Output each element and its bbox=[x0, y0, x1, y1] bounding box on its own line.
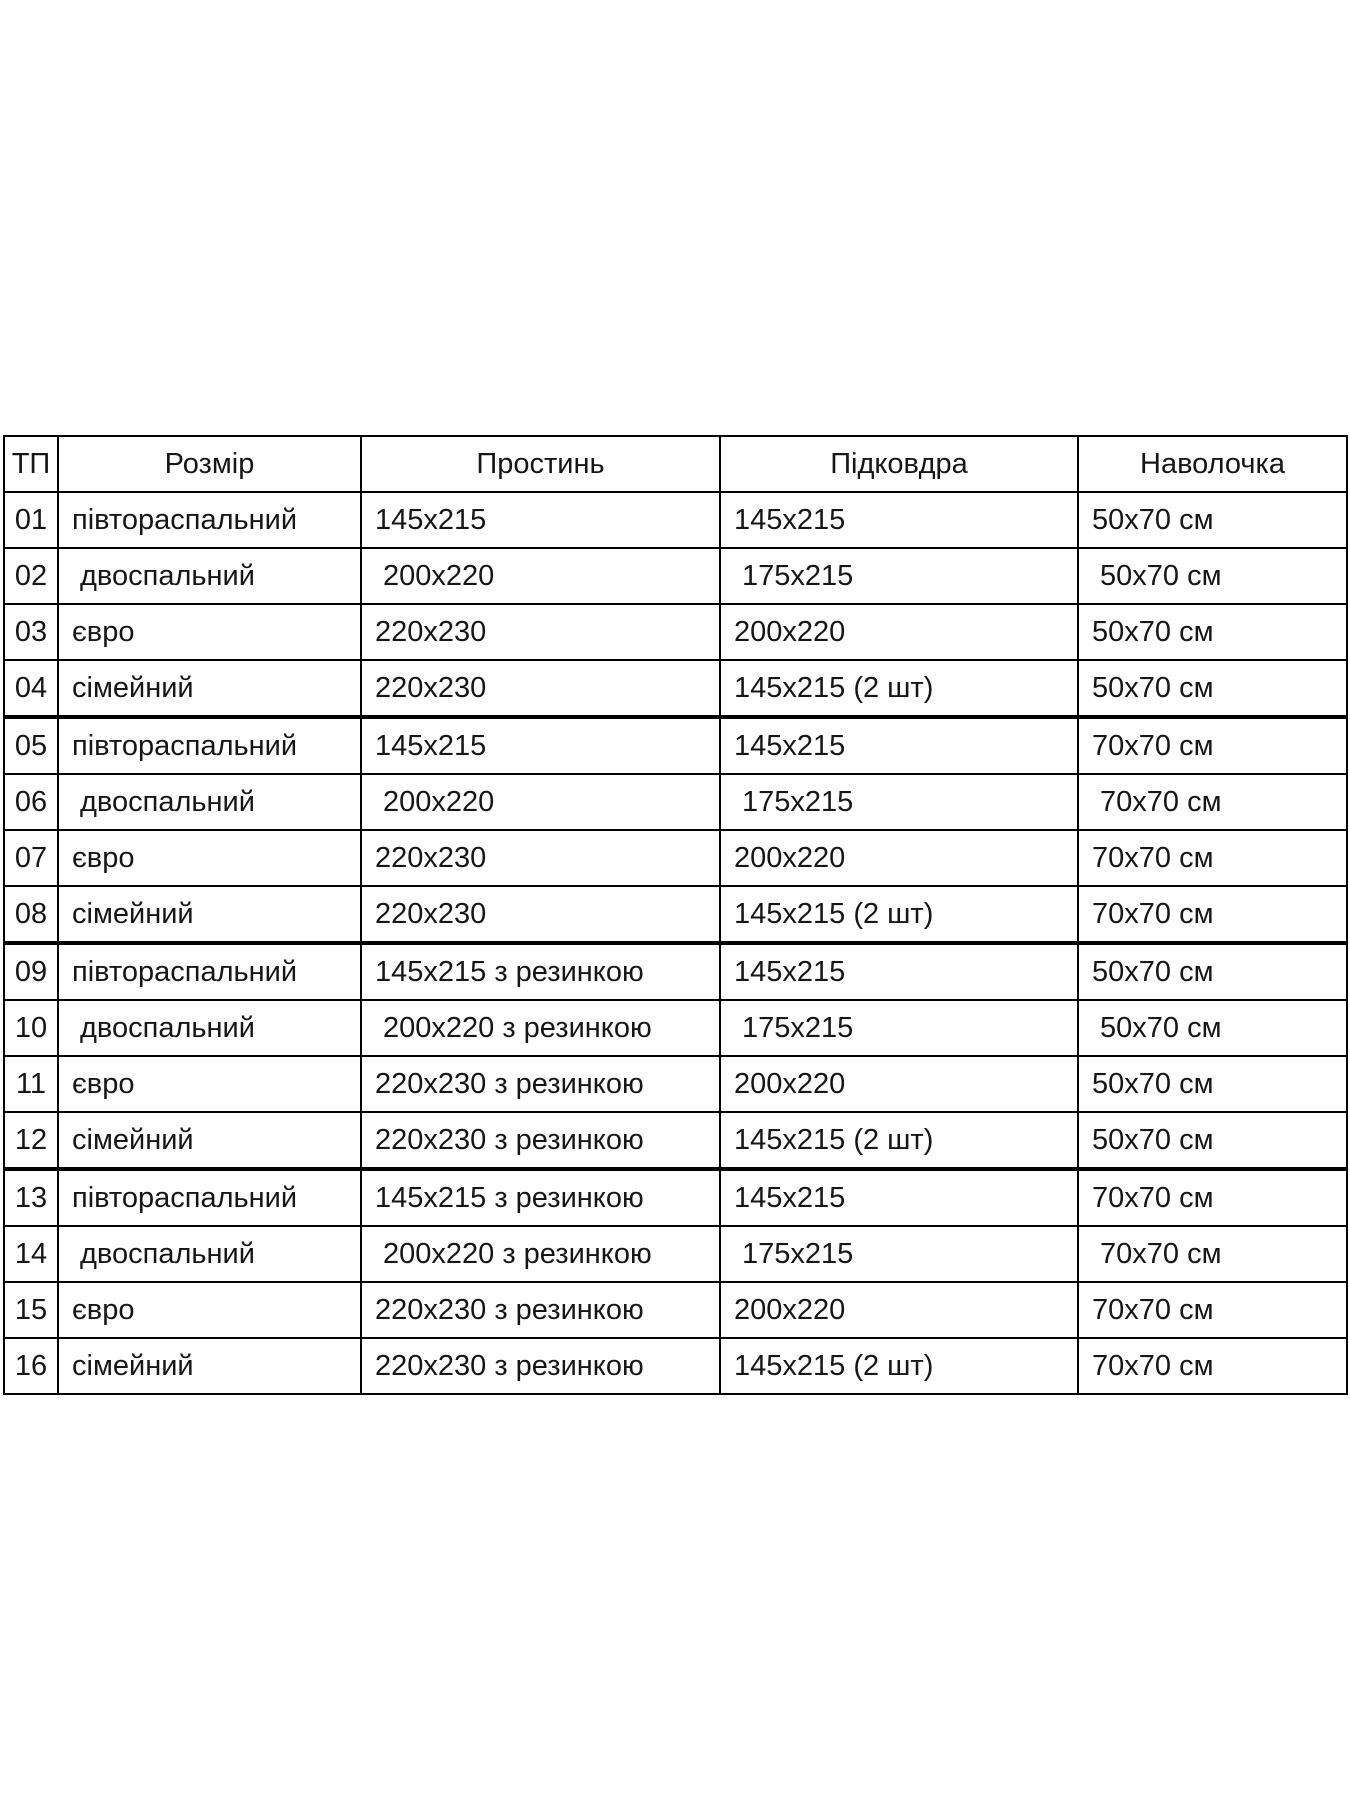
table-row bbox=[4, 492, 1347, 548]
cell-duvet: 175x215 bbox=[720, 774, 1078, 830]
cell-size: сімейний bbox=[58, 886, 361, 943]
cell-pillow: 70x70 см bbox=[1078, 717, 1347, 774]
cell-tp: 04 bbox=[4, 660, 58, 717]
cell-pillow: 70x70 см bbox=[1078, 1169, 1347, 1226]
cell-pillow: 70x70 см bbox=[1078, 1282, 1347, 1338]
table-body bbox=[4, 492, 1347, 1394]
table-row bbox=[4, 1056, 1347, 1112]
column-header-duvet: Підковдра bbox=[720, 436, 1078, 492]
cell-pillow: 50x70 см bbox=[1078, 1112, 1347, 1169]
table-header-row bbox=[4, 436, 1347, 492]
cell-duvet: 200x220 bbox=[720, 604, 1078, 660]
table-row bbox=[4, 604, 1347, 660]
cell-duvet: 200x220 bbox=[720, 830, 1078, 886]
cell-size: євро bbox=[58, 830, 361, 886]
table-row bbox=[4, 830, 1347, 886]
cell-pillow: 50x70 см bbox=[1078, 604, 1347, 660]
table-row bbox=[4, 1282, 1347, 1338]
cell-size: двоспальний bbox=[58, 774, 361, 830]
column-header-sheet: Простинь bbox=[361, 436, 720, 492]
column-header-pillow: Наволочка bbox=[1078, 436, 1347, 492]
cell-duvet: 175x215 bbox=[720, 1000, 1078, 1056]
cell-duvet: 175x215 bbox=[720, 1226, 1078, 1282]
cell-sheet: 200x220 bbox=[361, 774, 720, 830]
cell-pillow: 50x70 см bbox=[1078, 492, 1347, 548]
bedding-size-table bbox=[3, 435, 1348, 1395]
column-header-size: Розмір bbox=[58, 436, 361, 492]
table-row bbox=[4, 1112, 1347, 1169]
cell-pillow: 70x70 см bbox=[1078, 1338, 1347, 1394]
cell-tp: 02 bbox=[4, 548, 58, 604]
cell-size: півтораспальний bbox=[58, 1169, 361, 1226]
table-row bbox=[4, 1169, 1347, 1226]
cell-tp: 09 bbox=[4, 943, 58, 1000]
cell-tp: 13 bbox=[4, 1169, 58, 1226]
cell-size: двоспальний bbox=[58, 1226, 361, 1282]
cell-size: сімейний bbox=[58, 1338, 361, 1394]
cell-pillow: 70x70 см bbox=[1078, 886, 1347, 943]
cell-tp: 16 bbox=[4, 1338, 58, 1394]
cell-sheet: 220x230 bbox=[361, 604, 720, 660]
cell-sheet: 200x220 з резинкою bbox=[361, 1226, 720, 1282]
cell-duvet: 145x215 (2 шт) bbox=[720, 1338, 1078, 1394]
cell-sheet: 145x215 з резинкою bbox=[361, 1169, 720, 1226]
table-row bbox=[4, 548, 1347, 604]
table-row bbox=[4, 1000, 1347, 1056]
cell-size: євро bbox=[58, 604, 361, 660]
cell-duvet: 175x215 bbox=[720, 548, 1078, 604]
cell-pillow: 50x70 см bbox=[1078, 1056, 1347, 1112]
cell-pillow: 50x70 см bbox=[1078, 660, 1347, 717]
cell-duvet: 145x215 bbox=[720, 717, 1078, 774]
cell-tp: 01 bbox=[4, 492, 58, 548]
cell-duvet: 145x215 bbox=[720, 943, 1078, 1000]
cell-size: півтораспальний bbox=[58, 492, 361, 548]
cell-pillow: 50x70 см bbox=[1078, 943, 1347, 1000]
cell-tp: 08 bbox=[4, 886, 58, 943]
cell-pillow: 70x70 см bbox=[1078, 774, 1347, 830]
cell-sheet: 220x230 з резинкою bbox=[361, 1338, 720, 1394]
cell-pillow: 70x70 см bbox=[1078, 1226, 1347, 1282]
cell-size: півтораспальний bbox=[58, 717, 361, 774]
table-row bbox=[4, 886, 1347, 943]
cell-duvet: 145x215 (2 шт) bbox=[720, 660, 1078, 717]
cell-sheet: 145x215 bbox=[361, 717, 720, 774]
cell-pillow: 50x70 см bbox=[1078, 548, 1347, 604]
cell-tp: 12 bbox=[4, 1112, 58, 1169]
cell-tp: 06 bbox=[4, 774, 58, 830]
cell-size: сімейний bbox=[58, 660, 361, 717]
cell-duvet: 200x220 bbox=[720, 1056, 1078, 1112]
cell-size: євро bbox=[58, 1282, 361, 1338]
cell-size: євро bbox=[58, 1056, 361, 1112]
cell-sheet: 200x220 з резинкою bbox=[361, 1000, 720, 1056]
cell-duvet: 145x215 bbox=[720, 492, 1078, 548]
cell-sheet: 220x230 bbox=[361, 660, 720, 717]
cell-duvet: 200x220 bbox=[720, 1282, 1078, 1338]
cell-sheet: 200x220 bbox=[361, 548, 720, 604]
cell-size: двоспальний bbox=[58, 548, 361, 604]
cell-sheet: 220x230 з резинкою bbox=[361, 1112, 720, 1169]
table-row bbox=[4, 943, 1347, 1000]
cell-tp: 10 bbox=[4, 1000, 58, 1056]
cell-tp: 07 bbox=[4, 830, 58, 886]
cell-pillow: 50x70 см bbox=[1078, 1000, 1347, 1056]
cell-sheet: 145x215 bbox=[361, 492, 720, 548]
cell-tp: 15 bbox=[4, 1282, 58, 1338]
table-row bbox=[4, 1338, 1347, 1394]
cell-size: сімейний bbox=[58, 1112, 361, 1169]
cell-duvet: 145x215 (2 шт) bbox=[720, 886, 1078, 943]
cell-sheet: 220x230 bbox=[361, 886, 720, 943]
cell-sheet: 220x230 bbox=[361, 830, 720, 886]
cell-tp: 14 bbox=[4, 1226, 58, 1282]
table-row bbox=[4, 1226, 1347, 1282]
cell-tp: 03 bbox=[4, 604, 58, 660]
cell-sheet: 145x215 з резинкою bbox=[361, 943, 720, 1000]
cell-pillow: 70x70 см bbox=[1078, 830, 1347, 886]
cell-duvet: 145x215 bbox=[720, 1169, 1078, 1226]
cell-duvet: 145x215 (2 шт) bbox=[720, 1112, 1078, 1169]
cell-tp: 05 bbox=[4, 717, 58, 774]
table-row bbox=[4, 717, 1347, 774]
cell-size: півтораспальний bbox=[58, 943, 361, 1000]
table-row bbox=[4, 660, 1347, 717]
column-header-tp: ТП bbox=[4, 436, 58, 492]
table-row bbox=[4, 774, 1347, 830]
cell-tp: 11 bbox=[4, 1056, 58, 1112]
cell-size: двоспальний bbox=[58, 1000, 361, 1056]
cell-sheet: 220x230 з резинкою bbox=[361, 1056, 720, 1112]
cell-sheet: 220x230 з резинкою bbox=[361, 1282, 720, 1338]
